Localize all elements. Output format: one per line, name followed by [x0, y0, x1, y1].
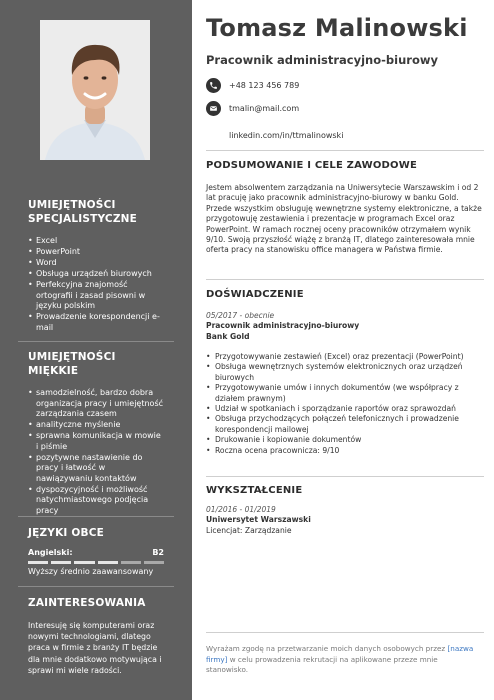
specialist-skills-list — [28, 236, 164, 333]
list-item: • samodzielność, bardzo dobra organizacja pracy i umiejętność zarządzania czasem — [28, 388, 164, 420]
list-item: • Drukowanie i kopiowanie dokumentów — [206, 435, 484, 445]
list-item: • Prowadzenie korespondencji e-mail — [28, 312, 164, 333]
divider — [206, 150, 484, 151]
experience-header — [206, 311, 484, 342]
linkedin-icon — [206, 128, 221, 143]
soft-skills-title: UMIEJĘTNOŚCI MIĘKKIE — [28, 351, 116, 377]
summary-text: Jestem absolwentem zarządzania na Uniwersytecie Warszawskim i od 2 lat pracuję jako pracownik administracyjno-biurowy w banku Gold. Przede wszystkim obsługuję wewnętrzne systemy elektroniczne, a także przygotowuję zestawienia i prezentacje w programach Excel oraz PowerPoint. W ramach rocznej oceny pracowników otrzymałem wynik 9/10. Swoją przyszłość wiążę z branżą IT, dlatego zainteresowała mnie oferta pracy na stanowisku office managera w Państwa firmie. — [206, 183, 482, 255]
list-item: • pozytywne nastawienie do pracy i łatwość w nawiązywaniu kontaktów — [28, 453, 164, 485]
languages-title: JĘZYKI OBCE — [28, 527, 105, 539]
level-segment — [28, 561, 48, 564]
level-segment — [74, 561, 94, 564]
list-item: • Obsługa przychodzących połączeń telefonicznych i prowadzenie korespondencji mailowej — [206, 414, 484, 435]
divider — [206, 476, 484, 477]
sidebar — [0, 0, 192, 700]
level-segment — [98, 561, 118, 564]
specialist-skills-section — [28, 198, 164, 334]
specialist-skills-title: UMIEJĘTNOŚCI SPECJALISTYCZNE — [28, 199, 137, 225]
person-portrait-icon — [40, 20, 150, 160]
list-item: • Perfekcyjna znajomość ortografii i zasad pisowni w języku polskim — [28, 280, 164, 312]
divider — [206, 279, 484, 280]
list-item: • Obsługa urządzeń biurowych — [28, 269, 164, 280]
list-item: • Przygotowywanie zestawień (Excel) oraz prezentacji (PowerPoint) — [206, 352, 484, 362]
interests-section — [28, 596, 164, 676]
contact-linkedin: linkedin.com/in/ttmalinowski — [206, 128, 343, 143]
languages-section — [28, 526, 164, 577]
experience-position: Pracownik administracyjno-biurowy — [206, 321, 360, 331]
interests-title: ZAINTERESOWANIA — [28, 597, 146, 609]
education-entry — [206, 505, 484, 536]
language-level: B2 — [152, 548, 164, 557]
job-title: Pracownik administracyjno-biurowy — [206, 53, 438, 67]
language-desc: Wyższy średnio zaawansowany — [28, 567, 154, 576]
level-segment — [144, 561, 164, 564]
list-item: • Obsługa wewnętrznych systemów elektronicznych oraz urządzeń biurowych — [206, 362, 484, 383]
divider — [18, 516, 174, 517]
soft-skills-section — [28, 350, 164, 517]
list-item: • PowerPoint — [28, 247, 164, 258]
language-level-bar — [28, 561, 164, 564]
envelope-icon — [206, 101, 221, 116]
list-item: • Excel — [28, 236, 164, 247]
experience-company: Bank Gold — [206, 331, 250, 341]
education-period: 01/2016 - 01/2019 — [206, 505, 276, 514]
level-segment — [51, 561, 71, 564]
divider — [18, 586, 174, 587]
language-item — [28, 548, 164, 577]
list-item: • Roczna ocena pracownicza: 9/10 — [206, 446, 484, 456]
profile-photo — [40, 20, 150, 160]
education-title: WYKSZTAŁCENIE — [206, 485, 303, 496]
gdpr-consent: Wyrażam zgodę na przetwarzanie moich danych osobowych przez [nazwa firmy] w celu prowadzenia rekrutacji na aplikowane przeze mnie stanowisko. — [206, 644, 474, 675]
interests-text: Interesuję się komputerami oraz nowymi technologiami, dlatego praca w firmie z branży IT będzie dla mnie dodatkowo motywująca i sprawi mi wiele radości. — [28, 621, 162, 675]
list-item: • analityczne myślenie — [28, 420, 164, 431]
divider — [18, 341, 174, 342]
list-item: • Przygotowywanie umów i innych dokumentów (we współpracy z działem prawnym) — [206, 383, 484, 404]
full-name: Tomasz Malinowski — [206, 14, 468, 42]
experience-duties — [206, 352, 484, 456]
experience-title: DOŚWIADCZENIE — [206, 289, 304, 300]
contact-email: tmalin@mail.com — [206, 101, 299, 116]
list-item: • Udział w spotkaniach i sporządzanie raportów oraz sprawozdań — [206, 404, 484, 414]
list-item: • sprawna komunikacja w mowie i piśmie — [28, 431, 164, 452]
level-segment — [121, 561, 141, 564]
summary-title: PODSUMOWANIE I CELE ZAWODOWE — [206, 160, 418, 171]
divider — [206, 632, 484, 633]
list-item: • Word — [28, 258, 164, 269]
education-school: Uniwersytet Warszawski — [206, 515, 311, 525]
education-degree: Licencjat: Zarządzanie — [206, 525, 292, 535]
phone-icon — [206, 78, 221, 93]
contact-phone: +48 123 456 789 — [206, 78, 299, 93]
list-item: • dyspozycyjność i możliwość natychmiastowego podjęcia pracy — [28, 485, 164, 517]
soft-skills-list — [28, 388, 164, 516]
language-name: Angielski: — [28, 548, 73, 557]
experience-period: 05/2017 - obecnie — [206, 311, 275, 320]
company-name-placeholder: [nazwa firmy] — [206, 644, 474, 664]
